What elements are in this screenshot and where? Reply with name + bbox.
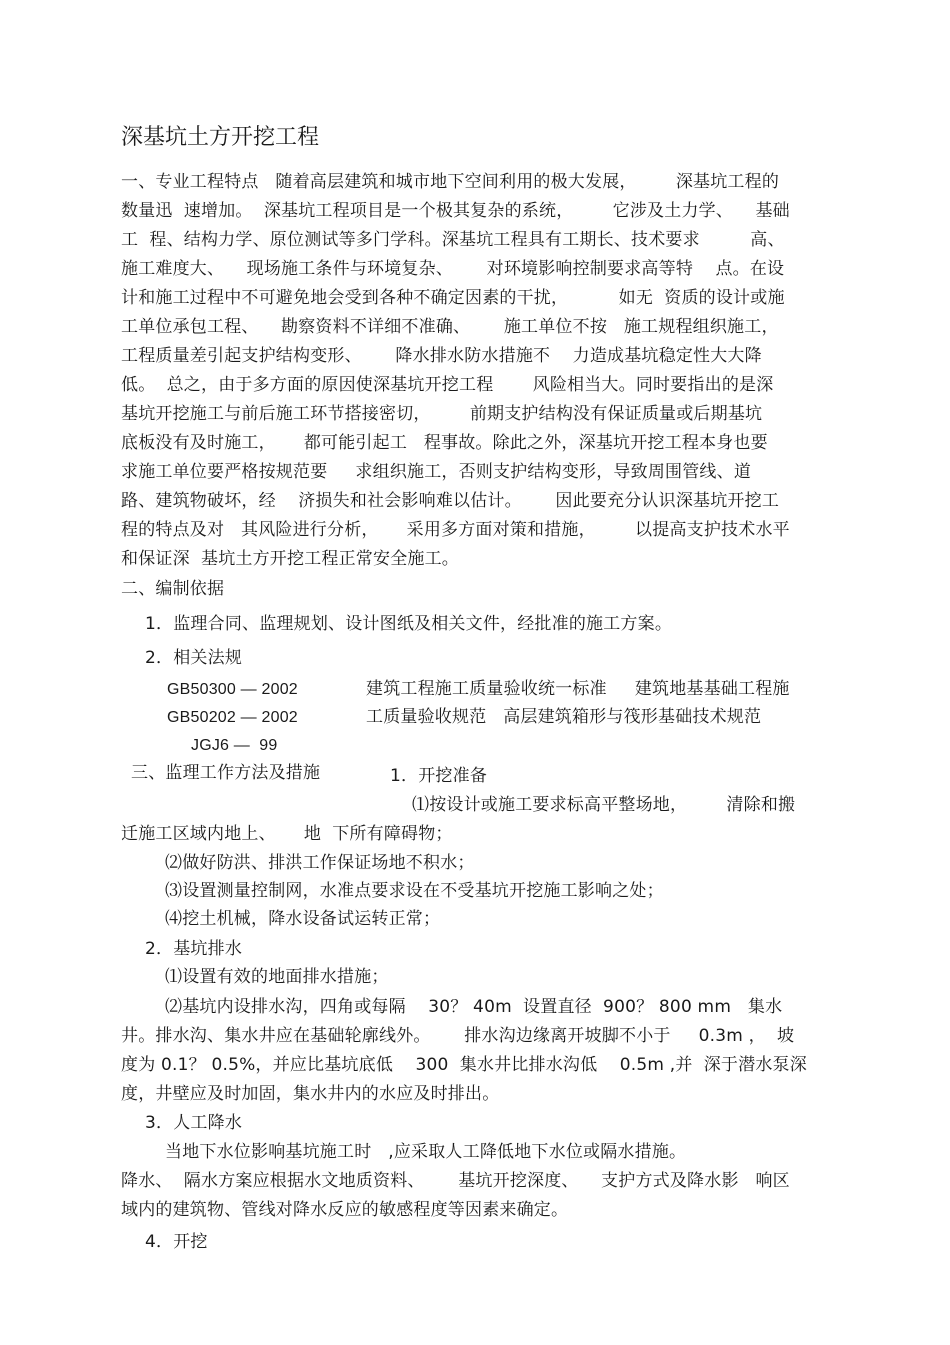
section1-line: 施工难度大、 现场施工条件与环境复杂、 对环境影响控制要求高等特 点。在设 bbox=[121, 259, 785, 279]
section1-line: 和保证深 基坑土方开挖工程正常安全施工。 bbox=[121, 549, 460, 569]
section1-line: 求施工单位要严格按规范要 求组织施工，否则支护结构变形，导致周围管线、道 bbox=[121, 462, 752, 482]
paragraph-line: ⑵做好防洪、排洪工作保证场地不积水； bbox=[165, 853, 475, 873]
section3-heading: 三、监理工作方法及措施 bbox=[131, 763, 321, 783]
basis-item-1: 1．监理合同、监理规划、设计图纸及相关文件，经批准的施工方案。 bbox=[145, 614, 673, 634]
standard-text: 工质量验收规范 高层建筑箱形与筏形基础技术规范 bbox=[366, 707, 762, 727]
section1-line: 数量迅 速增加。 深基坑工程项目是一个极其复杂的系统， 它涉及土力学、 基础 bbox=[121, 201, 790, 221]
paragraph-line: 域内的建筑物、管线对降水反应的敏感程度等因素来确定。 bbox=[121, 1200, 569, 1220]
standard-code: GB50202 — 2002 bbox=[167, 709, 298, 726]
section1-line: 路、建筑物破坏，经 济损失和社会影响难以估计。 因此要充分认识深基坑开挖工 bbox=[121, 491, 780, 511]
standard-code: JGJ6 — 99 bbox=[191, 737, 278, 754]
paragraph-line: 迁施工区域内地上、 地 下所有障碍物； bbox=[121, 824, 453, 844]
subheading-dewatering: 3．人工降水 bbox=[145, 1113, 243, 1133]
paragraph-line: 度为 0.1？ 0.5%，并应比基坑底低 300 集水井比排水沟低 0.5m ,并 深于潜水泵深 bbox=[121, 1055, 807, 1075]
paragraph-line: ⑴按设计或施工要求标高平整场地， 清除和搬 bbox=[412, 795, 796, 815]
subheading-pit-drainage: 2．基坑排水 bbox=[145, 939, 243, 959]
section1-line: 底板没有及时施工， 都可能引起工 程事故。除此之外，深基坑开挖工程本身也要 bbox=[121, 433, 768, 453]
section1-line: 程的特点及对 其风险进行分析， 采用多方面对策和措施， 以提高支护技术水平 bbox=[121, 520, 790, 540]
paragraph-line: 降水、 隔水方案应根据水文地质资料、 基坑开挖深度、 支护方式及降水影 响区 bbox=[121, 1171, 790, 1191]
section1-line: 工程质量差引起支护结构变形、 降水排水防水措施不 力造成基坑稳定性大大降 bbox=[121, 346, 762, 366]
paragraph-line: ⑶设置测量控制网，水准点要求设在不受基坑开挖施工影响之处； bbox=[165, 881, 664, 901]
paragraph-line: 当地下水位影响基坑施工时 ,应采取人工降低地下水位或隔水措施。 bbox=[165, 1142, 687, 1162]
section2-heading: 二、编制依据 bbox=[121, 579, 225, 599]
section1-line: 计和施工过程中不可避免地会受到各种不确定因素的干扰， 如无 资质的设计或施 bbox=[121, 288, 785, 308]
document-title: 深基坑土方开挖工程 bbox=[121, 125, 320, 150]
paragraph-line: 井。排水沟、集水井应在基础轮廓线外。 排水沟边缘离开坡脚不小于 0.3m ， 坡 bbox=[121, 1026, 795, 1046]
paragraph-line: ⑷挖土机械，降水设备试运转正常； bbox=[165, 909, 441, 929]
paragraph-line: 度，井壁应及时加固，集水井内的水应及时排出。 bbox=[121, 1084, 500, 1104]
section1-line: 一、专业工程特点 随着高层建筑和城市地下空间利用的极大发展， 深基坑工程的 bbox=[121, 172, 780, 192]
subheading-excavation: 4．开挖 bbox=[145, 1232, 208, 1252]
paragraph-line: ⑴设置有效的地面排水措施； bbox=[165, 967, 389, 987]
section1-line: 工单位承包工程、 勘察资料不详细不准确、 施工单位不按 施工规程组织施工， bbox=[121, 317, 779, 337]
standard-text: 建筑工程施工质量验收统一标准 建筑地基基础工程施 bbox=[366, 679, 790, 699]
section1-line: 基坑开挖施工与前后施工环节搭接密切， 前期支护结构没有保证质量或后期基坑 bbox=[121, 404, 763, 424]
paragraph-line: ⑵基坑内设排水沟，四角或每隔 30？ 40m 设置直径 900？ 800 mm 集水 bbox=[165, 997, 783, 1017]
subheading-excavation-prep: 1．开挖准备 bbox=[390, 766, 488, 786]
section1-line: 工 程、结构力学、原位测试等多门学科。深基坑工程具有工期长、技术要求 高、 bbox=[121, 230, 785, 250]
standard-code: GB50300 — 2002 bbox=[167, 681, 298, 698]
section1-line: 低。 总之，由于多方面的原因使深基坑开挖工程 风险相当大。同时要指出的是深 bbox=[121, 375, 774, 395]
basis-item-2: 2．相关法规 bbox=[145, 648, 243, 668]
